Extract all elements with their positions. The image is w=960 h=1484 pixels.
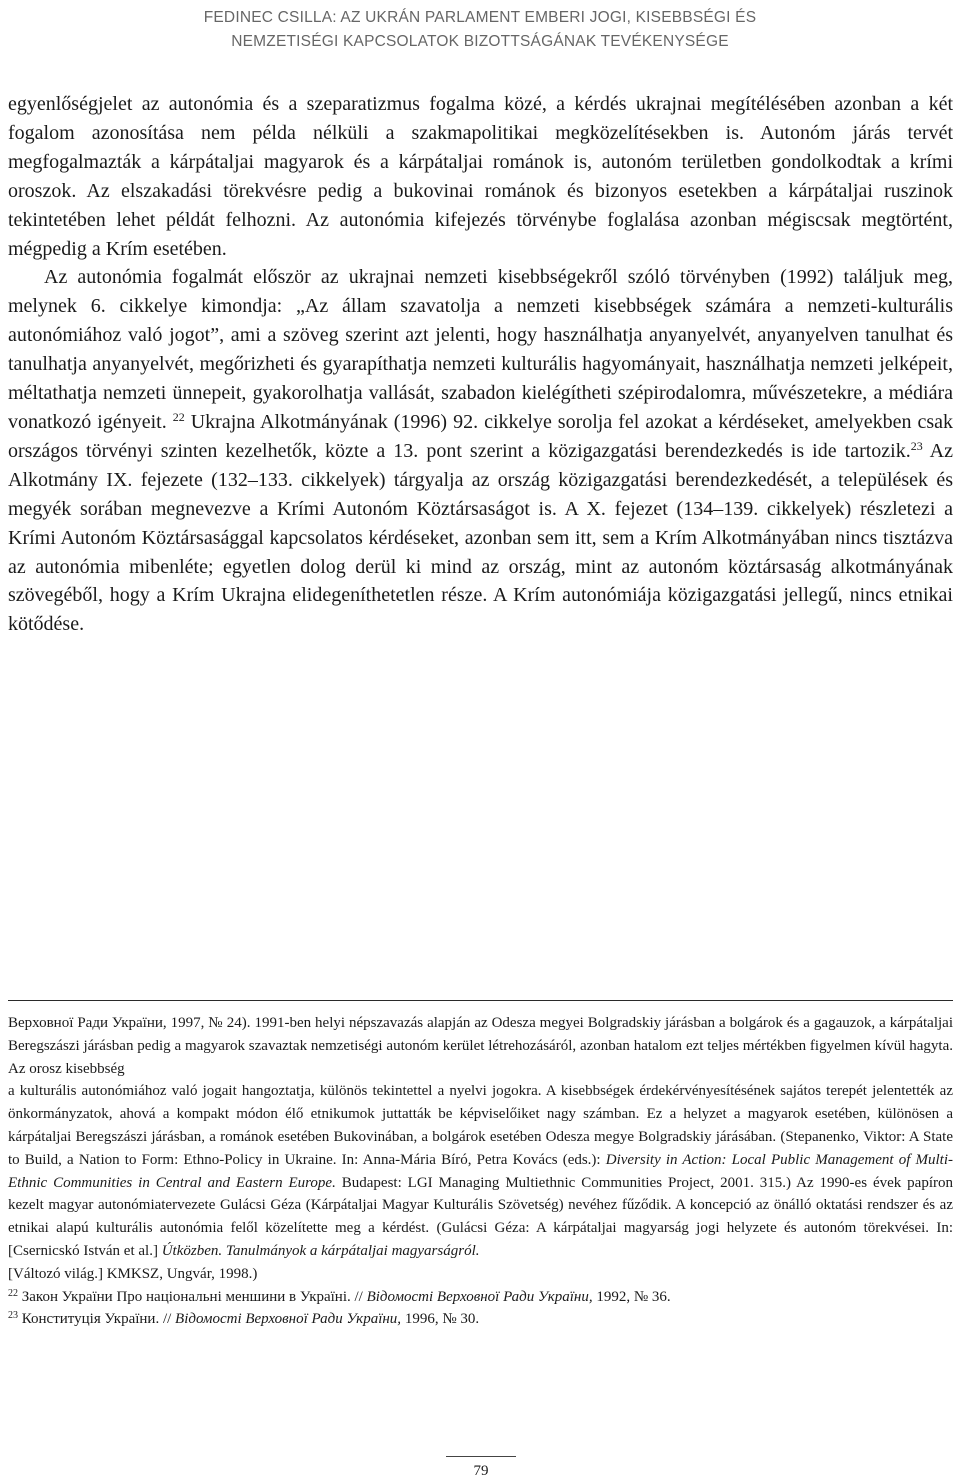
footnote-23-source-italic: Відомості Верховної Ради України,	[175, 1311, 402, 1328]
paragraph-1: egyenlőségjelet az autonómia és a szeparatizmus fogalma közé, a kérdés ukrajnai megítélésében azonban a két fogalom azonosítása nem példa nélküli a szakmapolitikai megközelítésekben is. Autonóm járás tervét megfogalmazták a kárpátaljai magyarok és a kárpátaljai románok is, autonóm területben gondolkodtak a krími oroszok. Az elszakadási törekvésre pedig a bukovinai románok és bizonyos esetekben a kárpátaljai ruszinok tekintetében lehet példát felhozni. Az autonómia kifejezés törvénybe foglalása azonban mégiscsak megtörtént, mégpedig a Krím esetében.	[8, 93, 953, 260]
footnote-ref-23: 23	[910, 438, 923, 453]
footnote-22-number: 22	[8, 1287, 18, 1299]
running-header-line-2: NEMZETISÉGI KAPCSOLATOK BIZOTTSÁGÁNAK TEVÉKENYSÉGE	[231, 33, 729, 50]
footnote-ref-22: 22	[172, 409, 185, 424]
footnote-21-continued-d: [Változó világ.] KMKSZ, Ungvár, 1998.)	[8, 1265, 258, 1282]
paragraph-2-part-b: Ukrajna Alkotmányának (1996) 92. cikkelye sorolja fel azokat a kérdéseket, amelyekben csak országos törvényi szinten kezelhetők, közte a 13. pont szerint a közigazgatási berendezkedés is ide tartozik.	[8, 410, 954, 462]
footnote-21-title-italic: Diversity in Action: Local Public Management of Multi-Ethnic Communities in Central and Eastern Europe.	[8, 1151, 954, 1191]
footnote-21-text-c: Budapest: LGI Managing Multiethnic Communities Project, 2001. 315.) Az 1990-es évek papíron kezelt magyar autonómiatervezete Gulácsi Géza (Kárpátaljai Magyar Kulturális Szövetség) nevéhez fűződik. A koncepció az önálló oktatási rendszer és az etnikai alapú kulturális autonómia felől közelítette meg a kérdést. (Gulácsi Géza: A kárpátaljai magyarság jogi helyzete és autonóm törekvései. In: [Csernicskó István et al.]	[8, 1174, 954, 1259]
running-header-line-1: FEDINEC CSILLA: AZ UKRÁN PARLAMENT EMBERI JOGI, KISEBBSÉGI ÉS	[203, 9, 757, 26]
footnote-21-continued-a: Верховної Ради України, 1997, № 24). 1991-ben helyi népszavazás alapján az Odesza megyei Bolgradskiy járásban a bolgárok és a gagauzok, a kárpátaljai Beregszászi járásban pedig a magyarok szavaztak nemzetiségi autonóm kerület létrehozásáról, azonban hatalom ezt teljes mértékben figyelmen kívül hagyta. Az orosz kisebbség	[8, 1015, 953, 1077]
page-number: 79	[473, 1463, 489, 1479]
page-number-rule	[446, 1456, 516, 1457]
footnote-22	[8, 1286, 953, 1309]
paragraph-2	[8, 263, 953, 639]
paragraph-2-part-c: Az Alkotmány IX. fejezete (132–133. cikkelyek) tárgyalja az ország közigazgatási berendezkedését, a települések és megyék sorában megnevezve a Krími Autonóm Köztársaságot is. A X. fejezet (134–139. cikkelyek) részletezi a Krími Autonóm Köztársasággal kapcsolatos kérdéseket, azonban sem itt, sem a Krím Alkotmányában nincs tisztázva az autonómia mibenléte; egyetlen dolog derül ki mind az ország, mint az autonóm köztársaság alkotmányának szövegéből, hogy a Krím Ukrajna elidegeníthetetlen része. A Krím autonómiája közigazgatási jellegű, nincs etnikai kötődése.	[8, 439, 953, 636]
footnote-21-text-b: a kulturális autonómiához való jogait hangoztatja, különös tekintettel a nyelvi jogokra. A kisebbségek érdekérvényesítésének sajátos terepét jelentették az önkormányzatok, ahová a kompakt módon élő etnikumok juttatták be képviselőiket nagy számban. Ez a helyzet a magyarok esetében, különösen a kárpátaljai Beregszászi járásban, a románok esetében Bukovinában, a bolgárok esetében Odesza megye Bolgradskiy járásában. (Stepanenko, Viktor: A State to Build, a Nation to Form: Ethno-Policy in Ukraine. In: Anna-Mária Bíró, Petra Kovács (eds.):	[8, 1083, 953, 1168]
footnote-23-number: 23	[8, 1310, 18, 1322]
footnote-23	[8, 1308, 953, 1331]
footnote-22-source-italic: Відомості Верховної Ради України,	[366, 1288, 593, 1305]
footnote-21-book-italic: Útközben. Tanulmányok a kárpátaljai magyarságról.	[161, 1242, 480, 1259]
footnote-21-continued-b	[8, 1080, 953, 1262]
main-text	[8, 90, 953, 639]
footnote-separator	[8, 1000, 953, 1001]
paragraph-2-part-a: Az autonómia fogalmát először az ukrajnai nemzeti kisebbségekről szóló törvényben (1992) találjuk meg, melynek 6. cikkelye kimondja: „Az állam szavatolja a nemzeti kisebbségek számára a nemzeti-kulturális autonómiához való jogot”, ami a szöveg szerint azt jelenti, hogy használhatja anyanyelvét, anyanyelven tanulhat és tanulhatja anyanyelvét, megőrizheti és gyarapíthatja nemzeti kulturális hagyományait, használhatja nemzeti jelképeit, méltathatja nemzeti ünnepeit, gyakorolhatja vallását, szabadon kielégítheti szépirodalomra, művészetekre, a médiára vonatkozó igényeit.	[8, 266, 953, 433]
footnotes	[8, 1012, 953, 1331]
footnote-23-text-a: Конституція України. //	[21, 1311, 172, 1328]
footnote-23-text-b: 1996, № 30.	[404, 1311, 480, 1328]
footnote-22-text-a: Закон України Про національні меншини в Україні. //	[21, 1288, 363, 1305]
running-header	[0, 6, 960, 54]
footnote-22-text-b: 1992, № 36.	[596, 1288, 671, 1305]
